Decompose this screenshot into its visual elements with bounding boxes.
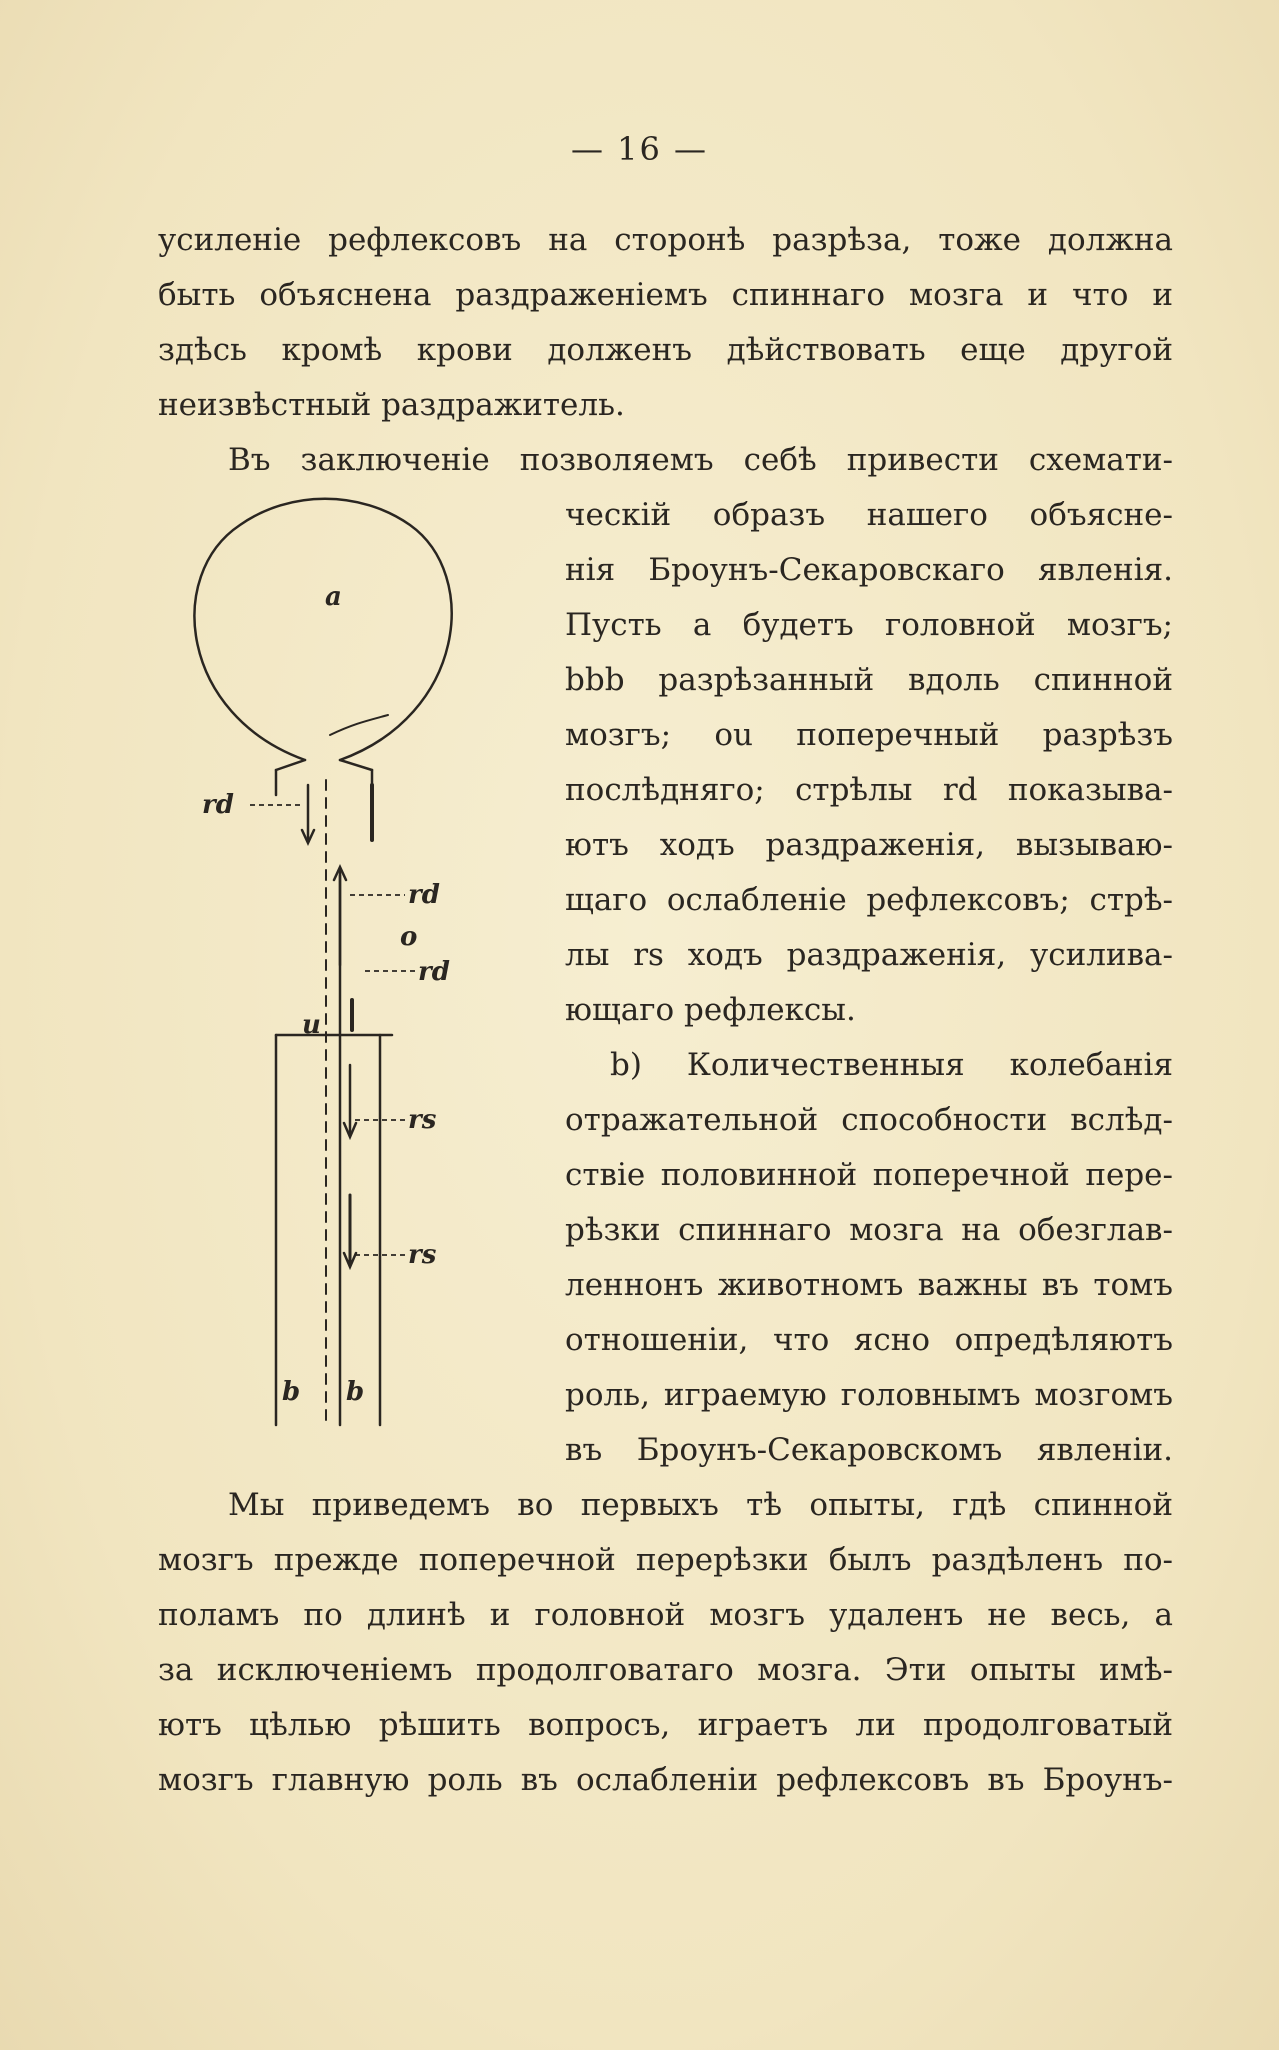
text-line: ющаго рефлексы. [565,992,856,1028]
label-rd: rd [408,880,440,910]
text-line: роль, играемую головнымъ мозгомъ [565,1377,1173,1413]
text-line: b) Количественныя колебанія [610,1047,1173,1083]
text-line: отражательной способности вслѣд- [565,1102,1173,1138]
text-line: нія Броунъ-Секаровскаго явленія. [565,552,1173,588]
text-line: леннонъ животномъ важны въ томъ [565,1267,1173,1303]
brown-sequard-diagram [160,495,560,1435]
text-line: поламъ по длинѣ и головной мозгъ удаленъ не весь, а [158,1597,1173,1633]
label-u: u [302,1010,321,1040]
text-line: Въ заключеніе позволяемъ себѣ привести схемати- [228,442,1173,478]
text-line: bbb разрѣзанный вдоль спинной [565,662,1173,698]
text-line: быть объяснена раздраженіемъ спиннаго мозга и что и [158,277,1173,313]
label-o: o [400,922,418,952]
label-b: b [346,1377,365,1407]
text-line: ствіе половинной поперечной пере- [565,1157,1173,1193]
text-line: послѣдняго; стрѣлы rd показыва- [565,772,1173,808]
text-line: щаго ослабленіе рефлексовъ; стрѣ- [565,882,1173,918]
cord-left-edge [276,760,305,770]
text-line: неизвѣстный раздражитель. [158,387,625,423]
arrow-curve [330,715,388,735]
text-line: усиленіе рефлексовъ на сторонѣ разрѣза, тоже должна [158,222,1173,258]
diagram-svg [160,495,560,1435]
text-line: мозгъ прежде поперечной перерѣзки былъ раздѣленъ по- [158,1542,1173,1578]
text-line: мозгъ главную роль въ ослабленіи рефлексовъ въ Броунъ- [158,1762,1173,1798]
label-b: b [282,1377,301,1407]
text-line: здѣсь кромѣ крови долженъ дѣйствовать еще другой [158,332,1173,368]
text-line: ютъ цѣлью рѣшить вопросъ, играетъ ли продолговатый [158,1707,1173,1743]
text-line: Мы приведемъ во первыхъ тѣ опыты, гдѣ спинной [228,1487,1173,1523]
text-line: ютъ ходъ раздраженія, вызываю- [565,827,1173,863]
label-rs: rs [408,1240,437,1270]
text-line: Пусть а будетъ головной мозгъ; [565,607,1173,643]
text-line: отношеніи, что ясно опредѣляютъ [565,1322,1173,1358]
text-line: въ Броунъ-Секаровскомъ явленіи. [565,1432,1173,1468]
label-a: a [325,582,342,612]
label-rd: rd [418,957,450,987]
text-line: лы rs ходъ раздраженія, усилива- [565,937,1173,973]
text-line: рѣзки спиннаго мозга на обезглав- [565,1212,1173,1248]
brain-outline [194,499,451,760]
cord-right-edge [340,760,372,770]
page-number: — 16 — [570,130,709,168]
label-rs: rs [408,1105,437,1135]
label-rd: rd [202,790,234,820]
text-line: ческій образъ нашего объясне- [565,497,1173,533]
text-line: за исключеніемъ продолговатаго мозга. Эти опыты имѣ- [158,1652,1173,1688]
text-line: мозгъ; ou поперечный разрѣзъ [565,717,1173,753]
